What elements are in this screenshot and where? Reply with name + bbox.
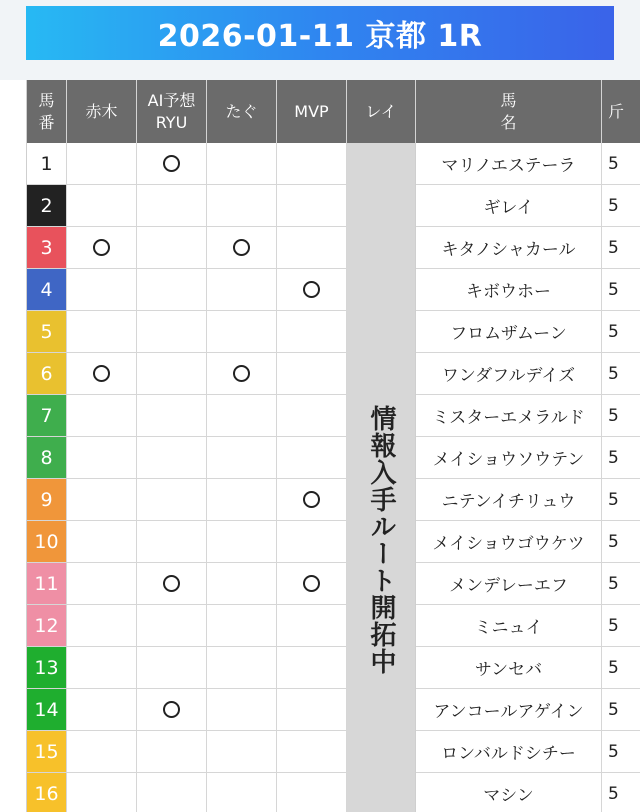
table-row xyxy=(27,521,640,563)
pick-cell-mvp xyxy=(277,479,347,520)
horse-name: アンコールアゲイン xyxy=(416,689,602,730)
pick-cell-mvp xyxy=(277,689,347,730)
table-row xyxy=(27,143,640,185)
table-row xyxy=(27,479,640,521)
header-horse-name: 馬 名 xyxy=(416,80,602,143)
table-row xyxy=(27,563,640,605)
header-akagi: 赤木 xyxy=(67,80,137,143)
prediction-table xyxy=(26,80,640,812)
table-row xyxy=(27,185,640,227)
extra-value: 5 xyxy=(608,195,619,216)
extra-value: 5 xyxy=(608,363,619,384)
horse-number: 13 xyxy=(27,647,67,688)
extra-value: 5 xyxy=(608,279,619,300)
horse-number: 6 xyxy=(27,353,67,394)
header-umaban: 馬 番 xyxy=(27,80,67,143)
extra-value: 5 xyxy=(608,741,619,762)
pick-cell-mvp xyxy=(277,395,347,436)
horse-name: ギレイ xyxy=(416,185,602,226)
extra-value: 5 xyxy=(608,237,619,258)
horse-name: サンセバ xyxy=(416,647,602,688)
pick-cell-ai xyxy=(137,353,207,394)
pick-cell-akagi xyxy=(67,563,137,604)
circle-mark-icon xyxy=(303,491,320,508)
horse-number: 16 xyxy=(27,773,67,812)
horse-number: 7 xyxy=(27,395,67,436)
extra-value: 5 xyxy=(608,447,619,468)
horse-name: キボウホー xyxy=(416,269,602,310)
pick-cell-ai xyxy=(137,773,207,812)
pick-cell-mvp xyxy=(277,731,347,772)
table-row xyxy=(27,353,640,395)
extra-value: 5 xyxy=(608,405,619,426)
table-row xyxy=(27,689,640,731)
pick-cell-akagi xyxy=(67,479,137,520)
pick-cell-akagi xyxy=(67,689,137,730)
pick-cell-ai xyxy=(137,311,207,352)
circle-mark-icon xyxy=(93,239,110,256)
horse-name: メイショウソウテン xyxy=(416,437,602,478)
pick-cell-ai xyxy=(137,479,207,520)
pick-cell-akagi xyxy=(67,185,137,226)
horse-number: 11 xyxy=(27,563,67,604)
pick-cell-ai xyxy=(137,731,207,772)
table-row xyxy=(27,647,640,689)
pick-cell-akagi xyxy=(67,353,137,394)
extra-value: 5 xyxy=(608,573,619,594)
pick-cell-tagu xyxy=(207,269,277,310)
header-ai-ryu: AI予想 RYU xyxy=(137,80,207,143)
horse-name: キタノシャカール xyxy=(416,227,602,268)
header-extra: 斤 xyxy=(608,101,625,121)
pick-cell-mvp xyxy=(277,437,347,478)
extra-value: 5 xyxy=(608,153,619,174)
horse-number: 12 xyxy=(27,605,67,646)
pick-cell-tagu xyxy=(207,479,277,520)
extra-value: 5 xyxy=(608,531,619,552)
header-rei: レイ xyxy=(347,80,416,143)
circle-mark-icon xyxy=(303,575,320,592)
circle-mark-icon xyxy=(233,239,250,256)
pick-cell-tagu xyxy=(207,647,277,688)
circle-mark-icon xyxy=(93,365,110,382)
table-row xyxy=(27,773,640,812)
pick-cell-tagu xyxy=(207,731,277,772)
pick-cell-akagi xyxy=(67,731,137,772)
pick-cell-ai xyxy=(137,563,207,604)
table-row xyxy=(27,311,640,353)
pick-cell-tagu xyxy=(207,395,277,436)
extra-value: 5 xyxy=(608,699,619,720)
horse-number: 14 xyxy=(27,689,67,730)
pick-cell-tagu xyxy=(207,227,277,268)
table-row xyxy=(27,605,640,647)
table-header xyxy=(27,80,640,143)
pick-cell-akagi xyxy=(67,269,137,310)
pick-cell-akagi xyxy=(67,227,137,268)
pick-cell-akagi xyxy=(67,311,137,352)
circle-mark-icon xyxy=(163,155,180,172)
pick-cell-akagi xyxy=(67,437,137,478)
table-row xyxy=(27,731,640,773)
extra-value: 5 xyxy=(608,615,619,636)
race-title: 2026-01-11 京都 1R xyxy=(157,19,483,54)
pick-cell-ai xyxy=(137,185,207,226)
pick-cell-ai xyxy=(137,269,207,310)
pick-cell-akagi xyxy=(67,143,137,184)
horse-name: ミスターエメラルド xyxy=(416,395,602,436)
circle-mark-icon xyxy=(303,281,320,298)
horse-number: 2 xyxy=(27,185,67,226)
horse-number: 5 xyxy=(27,311,67,352)
pick-cell-ai xyxy=(137,143,207,184)
header-tagu: たぐ xyxy=(207,80,277,143)
horse-name: メンデレーエフ xyxy=(416,563,602,604)
pick-cell-ai xyxy=(137,437,207,478)
pick-cell-tagu xyxy=(207,521,277,562)
horse-name: フロムザムーン xyxy=(416,311,602,352)
pick-cell-tagu xyxy=(207,605,277,646)
horse-number: 8 xyxy=(27,437,67,478)
race-title-banner xyxy=(26,6,614,60)
pick-cell-tagu xyxy=(207,311,277,352)
table-row xyxy=(27,437,640,479)
extra-value: 5 xyxy=(608,321,619,342)
pick-cell-tagu xyxy=(207,185,277,226)
pick-cell-mvp xyxy=(277,227,347,268)
table-row xyxy=(27,227,640,269)
pick-cell-mvp xyxy=(277,521,347,562)
header-mvp: MVP xyxy=(277,80,347,143)
pick-cell-akagi xyxy=(67,605,137,646)
horse-number: 15 xyxy=(27,731,67,772)
pick-cell-mvp xyxy=(277,353,347,394)
circle-mark-icon xyxy=(233,365,250,382)
pick-cell-mvp xyxy=(277,269,347,310)
horse-number: 3 xyxy=(27,227,67,268)
pick-cell-ai xyxy=(137,227,207,268)
pick-cell-tagu xyxy=(207,353,277,394)
extra-value: 5 xyxy=(608,783,619,804)
horse-number: 9 xyxy=(27,479,67,520)
pick-cell-mvp xyxy=(277,185,347,226)
pick-cell-mvp xyxy=(277,143,347,184)
horse-name: ワンダフルデイズ xyxy=(416,353,602,394)
pick-cell-ai xyxy=(137,689,207,730)
circle-mark-icon xyxy=(163,575,180,592)
pick-cell-mvp xyxy=(277,647,347,688)
pick-cell-tagu xyxy=(207,563,277,604)
horse-name: マリノエステーラ xyxy=(416,143,602,184)
pick-cell-ai xyxy=(137,605,207,646)
circle-mark-icon xyxy=(163,701,180,718)
pick-cell-tagu xyxy=(207,437,277,478)
table-row xyxy=(27,269,640,311)
horse-number: 4 xyxy=(27,269,67,310)
pick-cell-mvp xyxy=(277,311,347,352)
pick-cell-mvp xyxy=(277,605,347,646)
pick-cell-ai xyxy=(137,521,207,562)
pick-cell-tagu xyxy=(207,689,277,730)
pick-cell-akagi xyxy=(67,395,137,436)
table-row xyxy=(27,395,640,437)
extra-value: 5 xyxy=(608,489,619,510)
horse-name: ミニュイ xyxy=(416,605,602,646)
pick-cell-akagi xyxy=(67,647,137,688)
horse-name: ニテンイチリュウ xyxy=(416,479,602,520)
rei-note: 情報入手ルート開拓中 xyxy=(366,405,396,675)
horse-name: マシン xyxy=(416,773,602,812)
pick-cell-tagu xyxy=(207,143,277,184)
horse-name: ロンバルドシチー xyxy=(416,731,602,772)
horse-number: 1 xyxy=(27,143,67,184)
pick-cell-mvp xyxy=(277,563,347,604)
horse-name: メイショウゴウケツ xyxy=(416,521,602,562)
pick-cell-akagi xyxy=(67,521,137,562)
pick-cell-ai xyxy=(137,395,207,436)
pick-cell-mvp xyxy=(277,773,347,812)
pick-cell-ai xyxy=(137,647,207,688)
pick-cell-akagi xyxy=(67,773,137,812)
extra-value: 5 xyxy=(608,657,619,678)
pick-cell-tagu xyxy=(207,773,277,812)
horse-number: 10 xyxy=(27,521,67,562)
